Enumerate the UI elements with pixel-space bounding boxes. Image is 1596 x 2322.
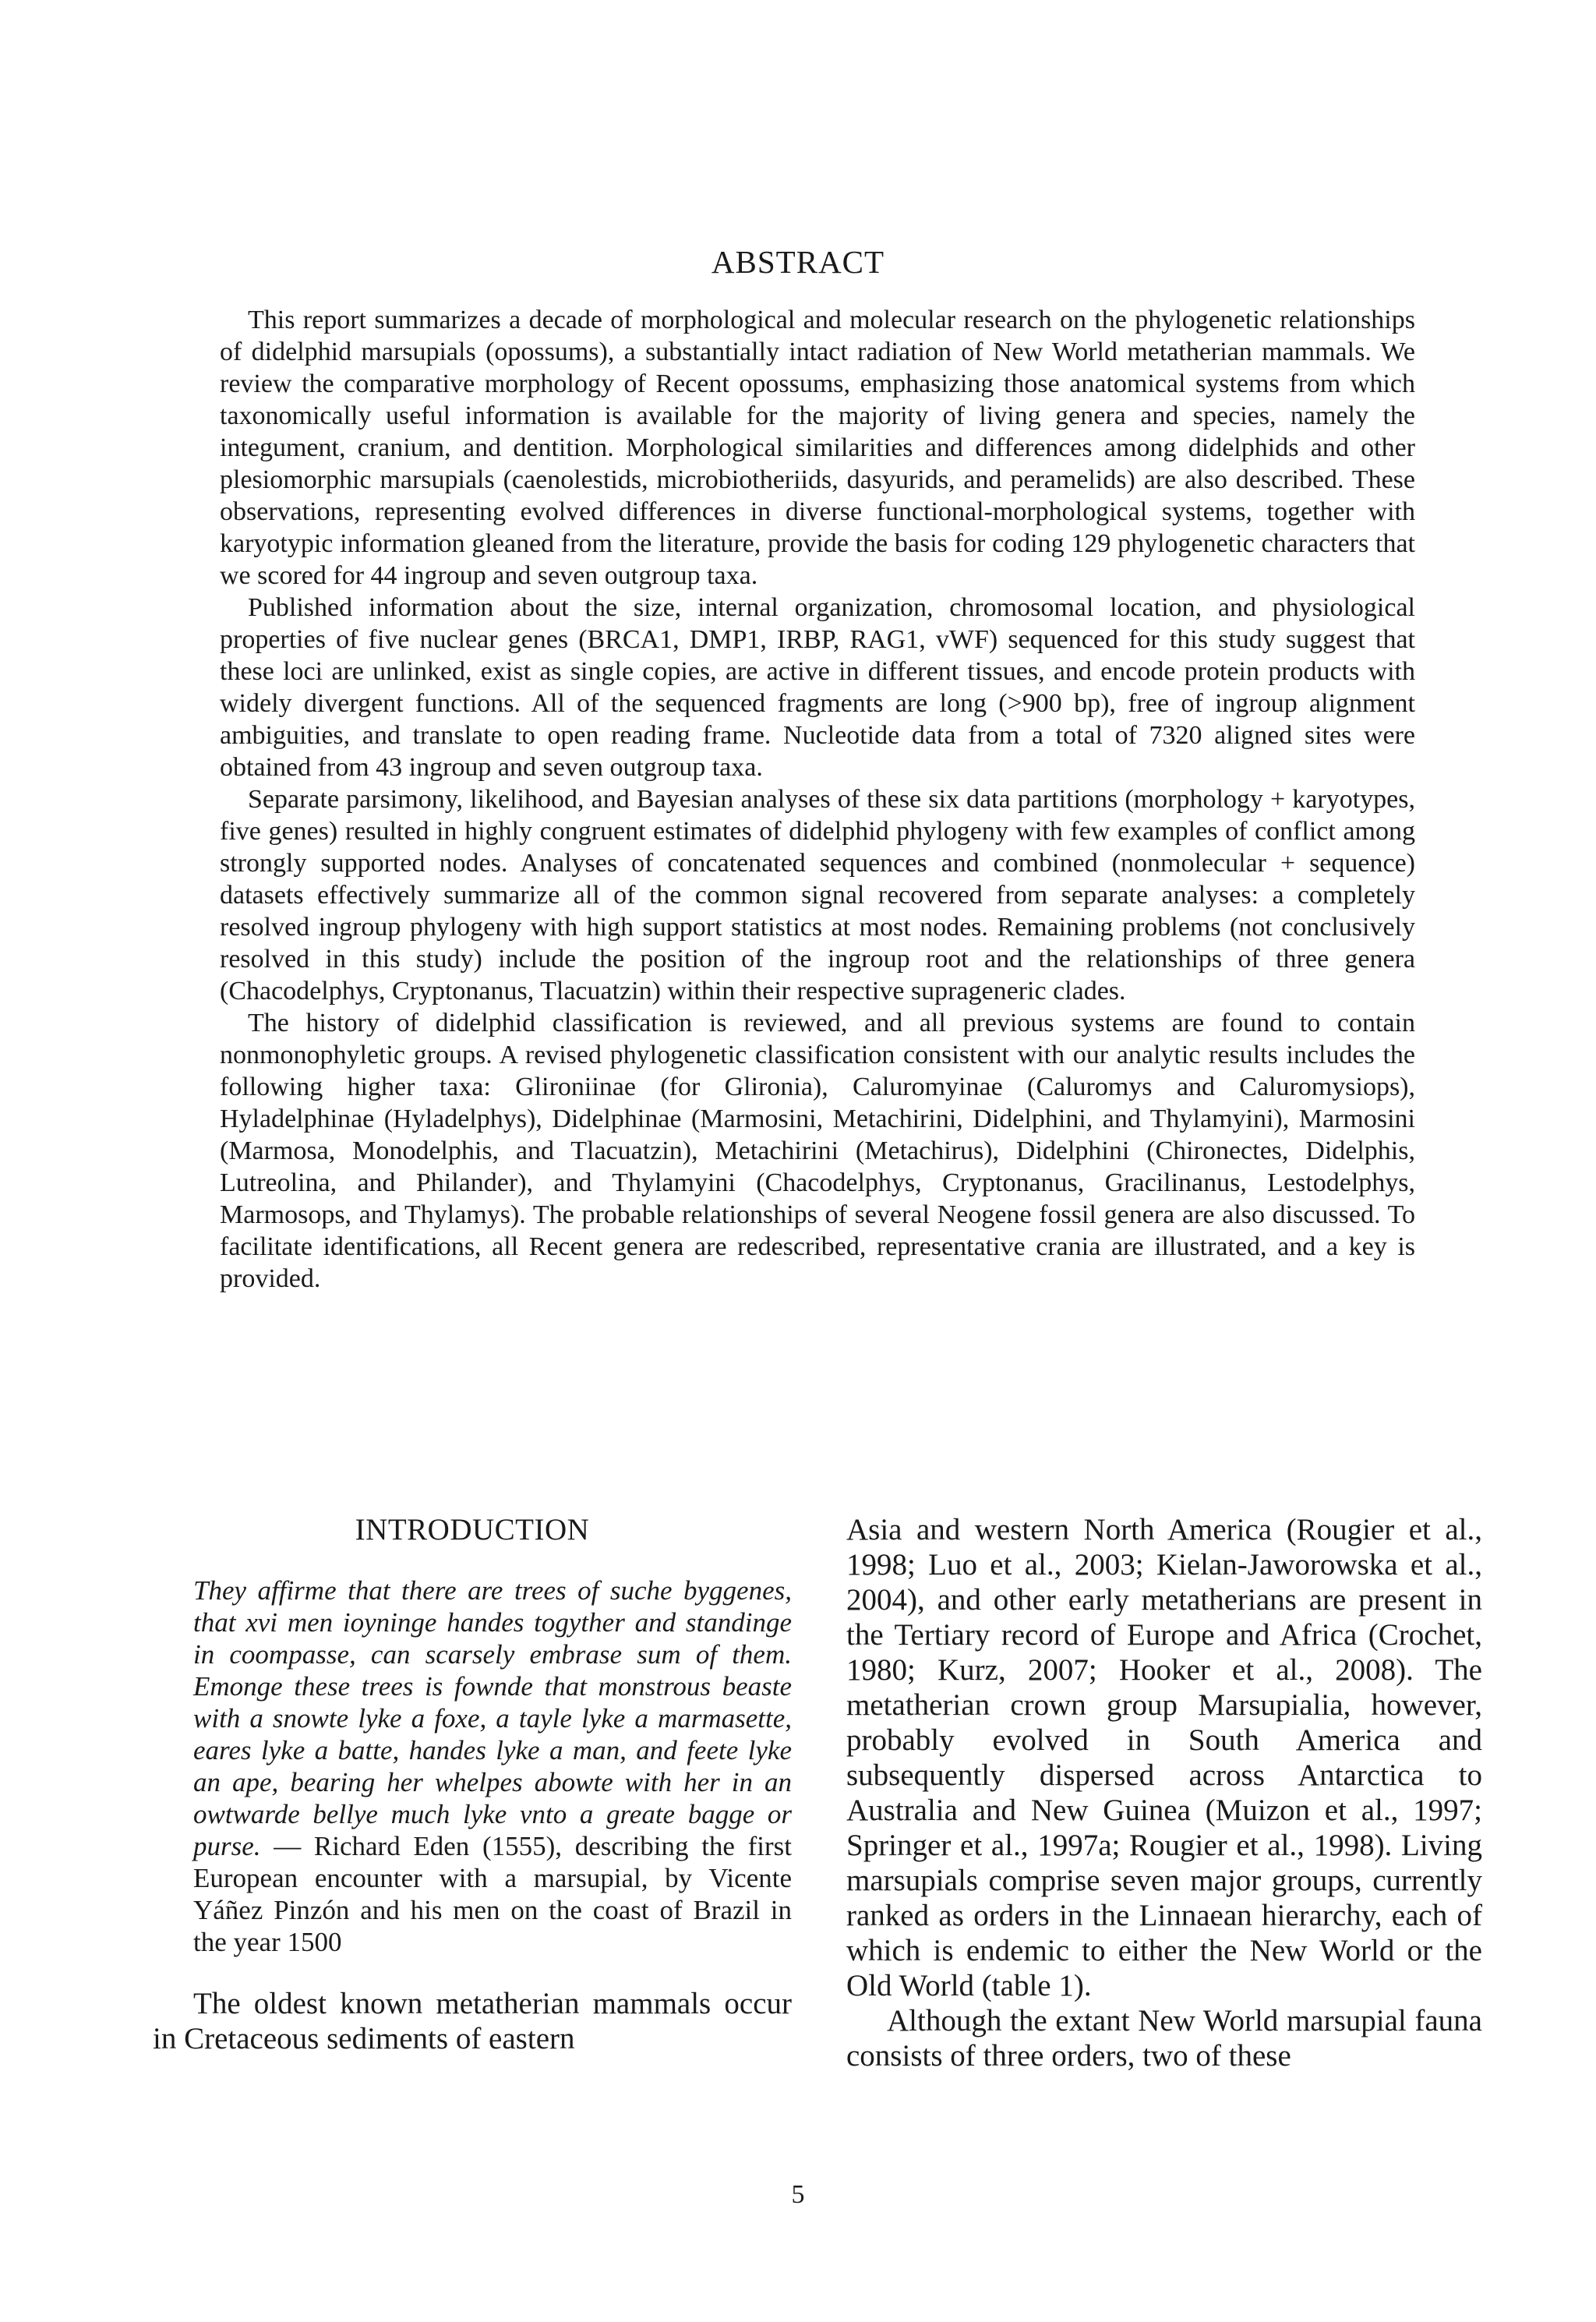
left-column (153, 1512, 792, 2056)
abstract-body (220, 304, 1415, 1295)
abstract-paragraph-2: Published information about the size, internal organization, chromosomal location, and physiological properties of five nuclear genes (BRCA1, DMP1, IRBP, RAG1, vWF) sequenced for this study suggest that these loci are unlinked, exist as single copies, are active in different tissues, and encode protein products with widely divergent functions. All of the sequenced fragments are long (>900 bp), free of ingroup alignment ambiguities, and translate to open reading frame. Nucleotide data from a total of 7320 aligned sites were obtained from 43 ingroup and seven outgroup taxa. (220, 593, 1415, 782)
introduction-heading: INTRODUCTION (355, 1513, 590, 1546)
abstract-paragraph-4: The history of didelphid classification is reviewed, and all previous systems are found to contain nonmonophyletic groups. A revised phylogenetic classification consistent with our analytic results includes the following higher taxa: Glironiinae (for Glironia), Caluromyinae (Caluromys and Caluromysiops), Hyladelphinae (Hyladelphys), Didelphinae (Marmosini, Metachirini, Didelphini, and Thylamyini), Marmosini (Marmosa, Monodelphis, and Tlacuatzin), Metachirini (Metachirus), Didelphini (Chironectes, Didelphis, Lutreolina, and Philander), and Thylamyini (Chacodelphys, Cryptonanus, Gracilinanus, Lestodelphys, Marmosops, and Thylamys). The probable relationships of several Neogene fossil genera are also discussed. To facilitate identifications, all Recent genera are redescribed, representative crania are illustrated, and a key is provided. (220, 1009, 1415, 1293)
abstract-paragraph-1: This report summarizes a decade of morphological and molecular research on the phylogenetic relationships of didelphid marsupials (opossums), a substantially intact radiation of New World metatherian mammals. We review the comparative morphology of Recent opossums, emphasizing those anatomical systems from which taxonomically useful information is available for the majority of living genera and species, namely the integument, cranium, and dentition. Morphological similarities and differences among didelphids and other plesiomorphic marsupials (caenolestids, microbiotheriids, dasyurids, and peramelids) are also described. These observations, representing evolved differences in diverse functional-morphological systems, together with karyotypic information gleaned from the literature, provide the basis for coding 129 phylogenetic characters that we scored for 44 ingroup and seven outgroup taxa. (220, 306, 1415, 590)
intro-paragraph-1-continued: Asia and western North America (Rougier et al., 1998; Luo et al., 2003; Kielan-Jaworowska et al., 2004), and other early metatherians are present in the Tertiary record of Europe and Africa (Crochet, 1980; Kurz, 2007; Hooker et al., 2008). The metatherian crown group Marsupialia, however, probably evolved in South America and subsequently dispersed across Antarctica to Australia and New Guinea (Muizon et al., 1997; Springer et al., 1997a; Rougier et al., 1998). Living marsupials comprise seven major groups, currently ranked as orders in the Linnaean hierarchy, each of which is endemic to either the New World or the Old World (table 1). (846, 1513, 1482, 2002)
epigraph-dash: — (260, 1831, 302, 1861)
epigraph-attribution: Richard Eden (1555), describing the first European encounter with a marsupial, by Vicente Yáñez Pinzón and his men on the coast of Brazil in the year 1500 (193, 1831, 793, 1957)
intro-paragraph-2: Although the extant New World marsupial fauna consists of three orders, two of these (846, 2004, 1482, 2073)
abstract-heading: ABSTRACT (711, 244, 885, 280)
epigraph (193, 1575, 792, 1958)
right-column (846, 1512, 1482, 2073)
epigraph-quote: They affirme that there are trees of suche byggenes, that xvi men ioyninge handes togyther and standinge in coompasse, can scarsely embrase sum of them. Emonge these trees is fownde that monstrous beaste with a snowte lyke a foxe, a tayle lyke a marmasette, eares lyke a batte, handes lyke a man, and feete lyke an ape, bearing her whelpes abowte with her in an owtwarde bellye much lyke vnto a greate bagge or purse. (193, 1575, 792, 1861)
abstract-paragraph-3: Separate parsimony, likelihood, and Bayesian analyses of these six data partitions (morphology + karyotypes, five genes) resulted in highly congruent estimates of didelphid phylogeny with few examples of conflict among strongly supported nodes. Analyses of concatenated sequences and combined (nonmolecular + sequence) datasets effectively summarize all of the common signal recovered from separate analyses: a completely resolved ingroup phylogeny with high support statistics at most nodes. Remaining problems (not conclusively resolved in this study) include the position of the ingroup root and the relationships of three genera (Chacodelphys, Cryptonanus, Tlacuatzin) within their respective suprageneric clades. (220, 785, 1415, 1005)
intro-paragraph-1: The oldest known metatherian mammals occur in Cretaceous sediments of eastern (153, 1987, 792, 2055)
page-number: 5 (791, 2180, 805, 2209)
